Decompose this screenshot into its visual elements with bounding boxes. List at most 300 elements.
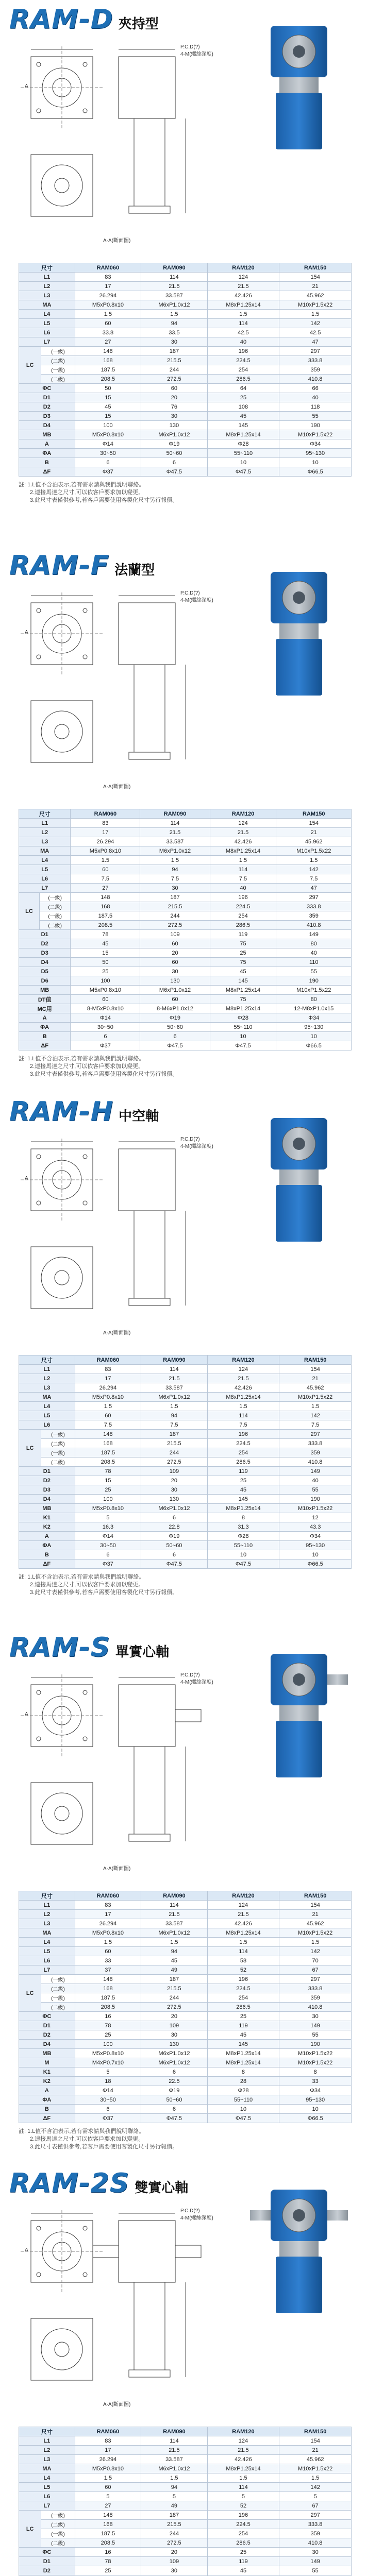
section-title — [9, 1096, 159, 1127]
table-row — [19, 865, 352, 874]
table-cell: 215.5 — [140, 902, 210, 911]
table-header-cell: RAM150 — [276, 809, 352, 819]
row-label: L5 — [19, 1411, 75, 1420]
table-cell: 50~60 — [141, 1541, 207, 1550]
table-cell: Φ34 — [279, 2086, 352, 2095]
table-cell: 410.8 — [279, 2003, 352, 2012]
table-row — [19, 1467, 352, 1476]
table-cell: 6 — [75, 458, 141, 467]
table-cell: 83 — [75, 2436, 141, 2446]
table-cell: 94 — [141, 1411, 207, 1420]
table-cell: 60 — [71, 995, 140, 1004]
motor-flange-bore — [41, 1793, 82, 1834]
table-cell: M6xP1.0x12 — [141, 2464, 207, 2473]
note-line: 2.連接馬達之尺寸,可以依客戶要求加以變更。 — [19, 2136, 144, 2142]
table-cell: Φ14 — [75, 1532, 141, 1541]
product-section — [0, 1628, 367, 2164]
table-cell: 22.5 — [141, 2077, 207, 2086]
table-header-cell: 尺寸 — [19, 809, 71, 819]
table-row — [19, 300, 352, 310]
table-cell: 108 — [207, 402, 279, 412]
table-cell: 75 — [210, 995, 276, 1004]
table-row — [19, 2095, 352, 2105]
table-cell: 333.8 — [276, 902, 352, 911]
table-header-cell: RAM150 — [279, 1355, 352, 1365]
side-view-housing — [119, 57, 175, 118]
table-row — [19, 948, 352, 958]
table-cell: 187.5 — [75, 1448, 141, 1458]
table-cell: 33.8 — [75, 328, 141, 337]
row-label: D6 — [19, 976, 71, 986]
table-cell: Φ37 — [75, 1560, 141, 1569]
table-header-cell: RAM090 — [141, 1355, 207, 1365]
table-cell: M8xP1.25x14 — [207, 2464, 279, 2473]
table-cell: 145 — [210, 976, 276, 986]
pcd-label: P.C.D(?) — [180, 44, 200, 50]
table-row — [19, 921, 352, 930]
row-label: A — [19, 439, 75, 449]
table-row — [19, 1910, 352, 1919]
table-row — [19, 1550, 352, 1560]
product-section — [0, 546, 367, 1082]
motor-flange-view — [31, 155, 93, 216]
table-cell: 10 — [207, 458, 279, 467]
row-label: MB — [19, 430, 75, 439]
table-row — [19, 1439, 352, 1448]
table-row — [19, 2548, 352, 2557]
model-name: RAM-H — [9, 1096, 114, 1127]
table-row — [19, 967, 352, 976]
row-label: MA — [19, 1928, 75, 1938]
model-name: RAM-S — [9, 1632, 111, 1663]
table-row — [19, 2114, 352, 2123]
table-cell: 16 — [75, 2012, 141, 2021]
table-row — [19, 911, 352, 921]
notes — [19, 1055, 178, 1078]
section-title — [9, 2168, 188, 2199]
table-cell: 359 — [279, 1448, 352, 1458]
product-section — [0, 2164, 367, 2576]
table-row — [19, 1956, 352, 1965]
table-cell: 25 — [210, 948, 276, 958]
row-label: L1 — [19, 1365, 75, 1374]
table-cell: 6 — [141, 1513, 207, 1522]
table-row — [19, 1965, 352, 1975]
mount-hole — [37, 1155, 41, 1159]
row-label: L7 — [19, 337, 75, 347]
table-row — [19, 310, 352, 319]
table-cell: 45 — [207, 412, 279, 421]
table-cell: 21 — [276, 828, 352, 837]
row-label: L6 — [19, 874, 71, 884]
table-cell: 208.5 — [75, 2538, 141, 2548]
table-cell: 21 — [279, 2446, 352, 2455]
table-cell: 8-M6xP1.0x12 — [140, 1004, 210, 1013]
table-cell: 118 — [279, 402, 352, 412]
row-sub-label: (二級) — [41, 356, 75, 365]
table-header-cell: RAM090 — [140, 809, 210, 819]
row-sub-label: (一級) — [41, 365, 75, 375]
table-cell: 1.5 — [207, 2473, 279, 2483]
table-header-cell: 尺寸 — [19, 2427, 75, 2436]
table-cell: 60 — [75, 1947, 141, 1956]
table-cell: 21.5 — [207, 1910, 279, 1919]
keyway-label: A — [25, 1176, 28, 1181]
row-label: ΦC — [19, 384, 75, 393]
table-cell: 1.5 — [279, 310, 352, 319]
table-row — [19, 1402, 352, 1411]
table-cell: 7.5 — [71, 874, 140, 884]
table-cell: 196 — [207, 1430, 279, 1439]
table-cell: 25 — [207, 2548, 279, 2557]
table-cell: 244 — [140, 911, 210, 921]
table-cell: 17 — [75, 1374, 141, 1383]
table-cell: 83 — [71, 819, 140, 828]
mount-hole — [83, 608, 87, 613]
table-row — [19, 458, 352, 467]
row-sub-label: (二級) — [40, 902, 71, 911]
table-cell: 55 — [279, 412, 352, 421]
table-row — [19, 1560, 352, 1569]
row-label: ΦC — [19, 2548, 75, 2557]
table-cell: 8-M5xP0.8x10 — [71, 1004, 140, 1013]
table-row — [19, 1458, 352, 1467]
table-cell: 20 — [141, 393, 207, 402]
table-row — [19, 856, 352, 865]
table-cell: 30 — [141, 1485, 207, 1495]
table-cell: 10 — [207, 2105, 279, 2114]
row-sub-label: (一級) — [41, 2529, 75, 2538]
table-row — [19, 958, 352, 967]
table-row — [19, 2040, 352, 2049]
table-cell: M8xP1.25x14 — [207, 1504, 279, 1513]
photo-area — [247, 2184, 351, 2321]
row-label: D2 — [19, 1476, 75, 1485]
row-label: D1 — [19, 1467, 75, 1476]
table-row — [19, 2464, 352, 2473]
table-row — [19, 2003, 352, 2012]
row-label: L2 — [19, 1374, 75, 1383]
table-cell: Φ37 — [75, 2114, 141, 2123]
row-label: L1 — [19, 1901, 75, 1910]
drawing-area — [10, 2200, 237, 2429]
note-line: 3.此尺寸表僅供參考,若客戶需要使用客製化尺寸另行報價。 — [19, 1589, 178, 1596]
row-label: A — [19, 2086, 75, 2095]
table-cell: 25 — [75, 1485, 141, 1495]
table-cell: 78 — [75, 2557, 141, 2566]
table-cell: 410.8 — [276, 921, 352, 930]
table-row — [19, 819, 352, 828]
table-cell: Φ47.5 — [210, 1041, 276, 1050]
table-cell: 215.5 — [141, 1439, 207, 1448]
table-cell: 119 — [207, 2557, 279, 2566]
table-row — [19, 328, 352, 337]
table-row — [19, 1938, 352, 1947]
table-row — [19, 2086, 352, 2095]
table-row — [19, 1513, 352, 1522]
table-cell: 17 — [75, 282, 141, 291]
table-row — [19, 2538, 352, 2548]
table-cell: 25 — [207, 2012, 279, 2021]
row-label: K2 — [19, 1522, 75, 1532]
table-cell: 286.5 — [207, 2003, 279, 2012]
keyway-label: A — [25, 83, 28, 89]
table-cell: 33 — [75, 1956, 141, 1965]
table-cell: 8 — [207, 1513, 279, 1522]
table-cell: 42.426 — [207, 1919, 279, 1928]
table-row — [19, 2058, 352, 2067]
row-sub-label: (一級) — [40, 893, 71, 902]
row-label: ΔF — [19, 2114, 75, 2123]
mount-hole — [37, 1737, 41, 1741]
photo-area — [247, 1113, 351, 1249]
table-cell: 187.5 — [75, 365, 141, 375]
side-view-flange — [129, 1298, 170, 1306]
mount-hole — [37, 608, 41, 613]
table-cell: 26.294 — [75, 1919, 141, 1928]
row-label: K1 — [19, 1513, 75, 1522]
table-cell: 30 — [140, 884, 210, 893]
section-title — [9, 1632, 169, 1663]
output-shaft — [175, 1709, 201, 1722]
table-cell: 1.5 — [207, 1402, 279, 1411]
table-cell: 83 — [75, 273, 141, 282]
table-header-cell: RAM120 — [207, 1355, 279, 1365]
drawing-area — [10, 1664, 237, 1893]
table-cell: 149 — [279, 2557, 352, 2566]
table-row — [19, 1476, 352, 1485]
table-row — [19, 1393, 352, 1402]
table-cell: 20 — [141, 2548, 207, 2557]
front-view-bore — [42, 2232, 81, 2271]
table-header-cell: RAM120 — [210, 809, 276, 819]
table-cell: 21.5 — [210, 828, 276, 837]
pcd-label: P.C.D(?) — [180, 1137, 200, 1142]
table-cell: 187.5 — [71, 911, 140, 921]
table-row — [19, 2473, 352, 2483]
table-cell: 26.294 — [71, 837, 140, 846]
table-cell: Φ34 — [279, 439, 352, 449]
row-label: D1 — [19, 2021, 75, 2030]
table-row — [19, 337, 352, 347]
table-cell: 94 — [141, 319, 207, 328]
table-cell: 286.5 — [207, 2538, 279, 2548]
table-cell: 20 — [140, 948, 210, 958]
table-cell: 25 — [75, 2030, 141, 2040]
table-cell: 187 — [141, 1430, 207, 1439]
table-cell: M5xP0.8x10 — [71, 986, 140, 995]
technical-drawing — [10, 36, 237, 263]
table-cell: 114 — [207, 1411, 279, 1420]
table-header-cell: RAM150 — [279, 2427, 352, 2436]
note-line: 3.此尺寸表僅供參考,若客戶需要使用客製化尺寸另行報價。 — [19, 2144, 178, 2150]
row-label: B — [19, 1032, 71, 1041]
table-cell: 45.962 — [276, 837, 352, 846]
table-cell: 60 — [140, 939, 210, 948]
table-cell: Φ19 — [141, 1532, 207, 1541]
table-row — [19, 384, 352, 393]
row-group-label: LC — [19, 347, 41, 384]
table-row — [19, 1013, 352, 1023]
row-label: MB — [19, 1504, 75, 1513]
table-cell: 70 — [279, 1956, 352, 1965]
table-cell: M6xP1.0x12 — [141, 430, 207, 439]
table-cell: 114 — [207, 319, 279, 328]
table-cell: 45.962 — [279, 1383, 352, 1393]
table-row — [19, 1495, 352, 1504]
table-cell: 55~110 — [210, 1023, 276, 1032]
table-cell: 333.8 — [279, 356, 352, 365]
table-row — [19, 2501, 352, 2511]
table-cell: Φ19 — [140, 1013, 210, 1023]
table-cell: 45 — [207, 2566, 279, 2575]
table-cell: 30 — [279, 2548, 352, 2557]
table-cell: 43.3 — [279, 1522, 352, 1532]
table-cell: Φ37 — [75, 467, 141, 477]
table-cell: 12 — [279, 1513, 352, 1522]
table-cell: 196 — [210, 893, 276, 902]
table-cell: 50~60 — [141, 2095, 207, 2105]
note-line: 註: 1.L值不含泊表示,若有需求請與我們說明聯絡。 — [19, 1574, 145, 1580]
motor-flange-shaft — [55, 1270, 69, 1285]
table-cell: 6 — [141, 1550, 207, 1560]
row-label: L1 — [19, 2436, 75, 2446]
table-cell: 1.5 — [75, 310, 141, 319]
table-cell: Φ47.5 — [141, 1560, 207, 1569]
row-label: L5 — [19, 865, 71, 874]
table-row — [19, 1485, 352, 1495]
table-cell: 187 — [140, 893, 210, 902]
table-row — [19, 1919, 352, 1928]
table-row — [19, 2077, 352, 2086]
table-cell: 75 — [210, 958, 276, 967]
table-row — [19, 430, 352, 439]
table-cell: 42.426 — [207, 291, 279, 300]
row-label: L1 — [19, 273, 75, 282]
table-cell: 254 — [207, 2529, 279, 2538]
row-sub-label: (二級) — [41, 1458, 75, 1467]
table-row — [19, 291, 352, 300]
table-cell: 27 — [71, 884, 140, 893]
table-cell: 30~50 — [71, 1023, 140, 1032]
table-cell: 1.5 — [279, 1938, 352, 1947]
mount-hole — [37, 62, 41, 66]
model-name: RAM-F — [9, 550, 110, 581]
mount-hole — [83, 1690, 87, 1694]
table-cell: 130 — [141, 2040, 207, 2049]
row-sub-label: (一級) — [41, 1975, 75, 1984]
table-cell: 45 — [210, 967, 276, 976]
front-view-bore — [42, 614, 81, 653]
table-cell: M6xP1.0x12 — [140, 846, 210, 856]
table-cell: 45.962 — [279, 291, 352, 300]
table-cell: 15 — [71, 948, 140, 958]
row-label: L6 — [19, 1956, 75, 1965]
table-cell: Φ47.5 — [140, 1041, 210, 1050]
table-cell: 124 — [207, 2436, 279, 2446]
table-cell: 359 — [279, 2529, 352, 2538]
product-photo — [247, 1113, 351, 1247]
table-cell: 148 — [71, 893, 140, 902]
table-row — [19, 2455, 352, 2464]
holes-label: 4-M(螺絲深度) — [180, 1144, 213, 1149]
table-header-cell: RAM090 — [141, 2427, 207, 2436]
notes — [19, 481, 178, 504]
row-label: MC用 — [19, 1004, 71, 1013]
row-label: MA — [19, 300, 75, 310]
mount-hole — [37, 1201, 41, 1205]
row-label: MB — [19, 2049, 75, 2058]
table-cell: 1.5 — [75, 2473, 141, 2483]
table-cell: 10 — [210, 1032, 276, 1041]
table-cell: 109 — [140, 930, 210, 939]
note-line: 註: 1.L值不含泊表示,若有需求請與我們說明聯絡。 — [19, 482, 145, 488]
table-cell: 286.5 — [210, 921, 276, 930]
table-cell: 224.5 — [207, 1984, 279, 1993]
table-cell: 5 — [75, 2067, 141, 2077]
row-label: D2 — [19, 2030, 75, 2040]
table-cell: 26.294 — [75, 291, 141, 300]
table-cell: 95~130 — [279, 2095, 352, 2105]
table-cell: 52 — [207, 2501, 279, 2511]
row-label: L2 — [19, 828, 71, 837]
section-title — [9, 550, 155, 581]
table-cell: M8xP1.25x14 — [210, 1004, 276, 1013]
table-cell: 148 — [75, 1430, 141, 1439]
section-label: A-A(斷面圖) — [103, 784, 131, 790]
table-cell: M8xP1.25x14 — [210, 986, 276, 995]
table-cell: 30 — [279, 2012, 352, 2021]
row-label: L4 — [19, 856, 71, 865]
table-row — [19, 902, 352, 911]
side-view-adapter — [134, 2282, 165, 2370]
table-cell: 10 — [279, 458, 352, 467]
table-cell: M8xP1.25x14 — [207, 1393, 279, 1402]
table-cell: 297 — [276, 893, 352, 902]
row-label: ΦA — [19, 2095, 75, 2105]
mount-hole — [83, 1737, 87, 1741]
table-cell: 8 — [279, 2067, 352, 2077]
table-row — [19, 1374, 352, 1383]
row-sub-label: (一級) — [41, 1993, 75, 2003]
row-label: L6 — [19, 328, 75, 337]
spec-table — [19, 1891, 352, 2123]
table-row — [19, 2557, 352, 2566]
table-cell: 45 — [207, 1485, 279, 1495]
table-cell: 208.5 — [75, 375, 141, 384]
table-cell: 149 — [279, 2021, 352, 2030]
table-cell: 359 — [279, 1993, 352, 2003]
motor-flange-view — [31, 701, 93, 762]
table-row — [19, 939, 352, 948]
row-label: ΦC — [19, 2012, 75, 2021]
drawing-area — [10, 1128, 237, 1358]
table-cell: Φ34 — [276, 1013, 352, 1023]
table-cell: M5xP0.8x10 — [75, 2464, 141, 2473]
table-cell: 33 — [279, 2077, 352, 2086]
table-cell: 124 — [207, 273, 279, 282]
table-cell: 80 — [276, 995, 352, 1004]
table-cell: 297 — [279, 347, 352, 356]
row-label: L6 — [19, 2492, 75, 2501]
table-cell: 12-M8xP1.0x15 — [276, 1004, 352, 1013]
table-cell: 168 — [71, 902, 140, 911]
table-cell: Φ66.5 — [279, 2114, 352, 2123]
row-label: D4 — [19, 421, 75, 430]
table-cell: 40 — [276, 948, 352, 958]
table-row — [19, 2566, 352, 2575]
table-cell: 64 — [207, 384, 279, 393]
